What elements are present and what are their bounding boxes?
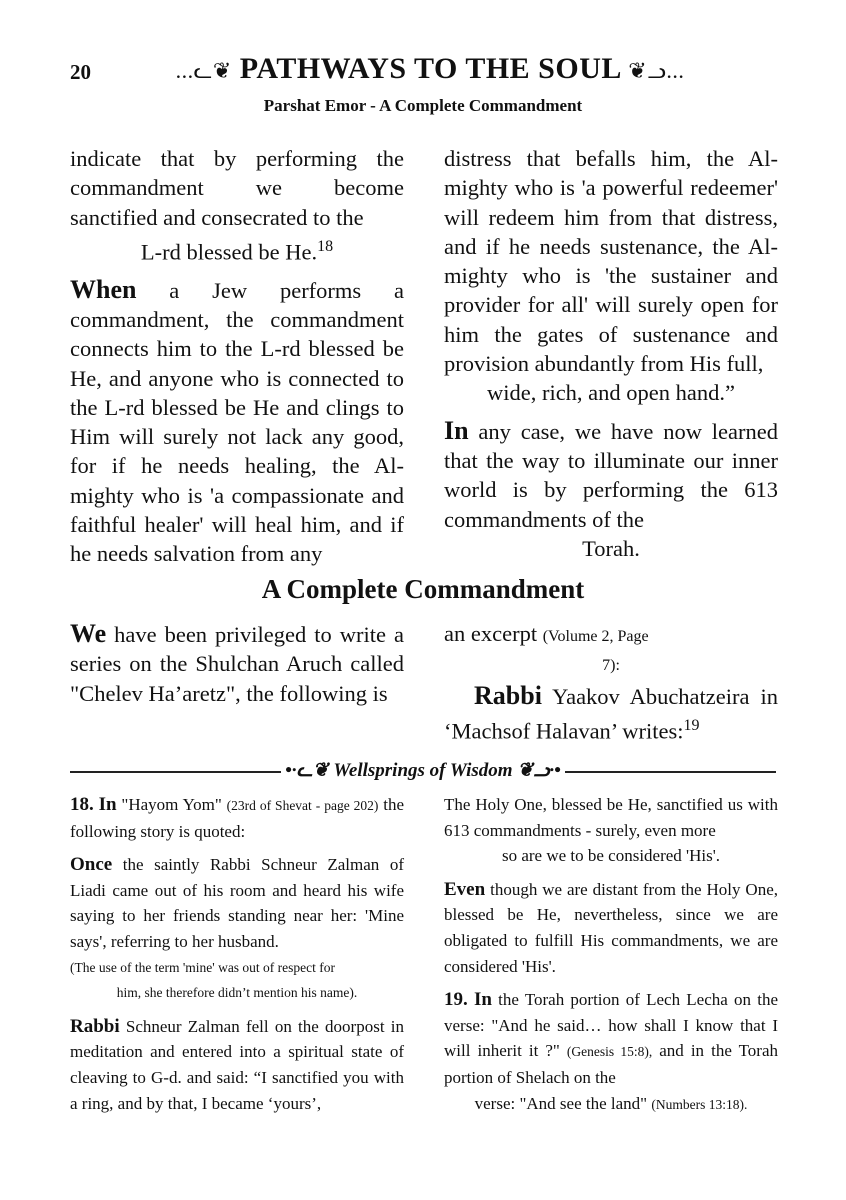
top-right-column (444, 144, 778, 563)
lead-word: Rabbi (474, 680, 542, 710)
top-left-column (70, 144, 404, 569)
paragraph: distress that befalls him, the Al-mighty who is 'a powerful redeemer' will redeem him from that distress, and if he needs sustenance, the Al-mighty who is 'the sustainer and provider for all' will surely open for him the gates of sustenance and provision abundantly from His full, (444, 146, 778, 377)
chapter-subtitle: Parshat Emor - A Complete Commandment (263, 96, 583, 115)
footnotes-right-column (444, 792, 778, 1117)
divider-title: Wellsprings of Wisdom (333, 760, 513, 781)
ornament-right-icon: ❦ᓗ∙• (517, 760, 561, 781)
footnote-divider (70, 758, 776, 784)
section-right-column (444, 619, 778, 746)
section-left-column (70, 619, 404, 708)
footnote-ref-18: 18 (317, 237, 334, 255)
paragraph: indicate that by performing the commandment we become sanctified and consecrated to the (70, 146, 404, 230)
lead-word: When (70, 274, 137, 304)
paragraph-end: L-rd blessed be He.$^{18}$ (140, 237, 334, 265)
book-title: PATHWAYS TO THE SOUL (239, 52, 621, 85)
page-number: 20 (70, 60, 91, 84)
section-title: A Complete Commandment (261, 574, 585, 604)
footnote-ref-19: 19 (683, 716, 700, 734)
paragraph: We have been privileged to write a series on the Shulchan Aruch called "Chelev Ha’aretz", the following is (70, 619, 404, 706)
lead-word: We (70, 619, 107, 648)
lead-word: In (444, 415, 469, 445)
paragraph: When a Jew performs a commandment, the commandment connects him to the L-rd blessed be He, and anyone who is connected to the L-rd blessed be He and clings to Him will surely not lack any good, for if he needs healing, the Al-mighty who is 'a compassionate and faithful healer' will heal him, and if he needs salvation from any (70, 274, 404, 567)
paragraph: In any case, we have now learned that the way to illuminate our inner world is by performing the 613 commandments of the (444, 415, 778, 532)
ornament-left-icon: •∙ᓚ❦ (285, 760, 329, 781)
footnote-paragraph: The Holy One, blessed be He, sanctified us with 613 commandments - surely, even more (444, 795, 778, 840)
footnote-19: 19. In the Torah portion of Lech Lecha on the verse: "And he said… how shall I know that I will inherit it ?" (Genesis 15:8), and in the Torah portion of Shelach on the (444, 989, 779, 1087)
paragraph-end: wide, rich, and open hand.” (486, 380, 736, 406)
footnote-note: (The use of the term 'mine' was out of respect for (70, 959, 336, 975)
footnote-paragraph: Even though we are distant from the Holy One, blessed be He, nevertheless, since we are obligated to fulfill His commandments, we are considered 'His'. (444, 878, 778, 976)
footnote-paragraph: Rabbi Schneur Zalman fell on the doorpost in meditation and entered into a spiritual state of cleaving to G-d. and said: “I sanctified you with a ring, and by that, I became ‘yours’, (70, 1015, 404, 1113)
paragraph-end: so are we to be considered 'His'. (501, 846, 721, 866)
paragraph-end: verse: "And see the land" (Numbers 13:18). (474, 1093, 748, 1113)
footnote-18: 18. In "Hayom Yom" (23rd of Shevat - page 202) the following story is quoted: (70, 794, 405, 841)
running-head (130, 52, 730, 86)
footnotes-left-column (70, 792, 404, 1116)
paragraph: Rabbi Yaakov Abuchatzeira in ‘Machsof Halavan’ writes:$^{19}$ (444, 680, 778, 744)
footnote-note-end: him, she therefore didn’t mention his name). (116, 985, 358, 1001)
paragraph-end: Torah. (582, 535, 640, 561)
footnote-paragraph: Once the saintly Rabbi Schneur Zalman of Liadi came out of his room and heard his wife saying to her friends standing near her: 'Mine says', referring to her husband. (70, 854, 404, 951)
paragraph: an excerpt (Volume 2, Page (444, 621, 649, 646)
paragraph-end: 7): (602, 657, 620, 675)
ornament-left-icon: ...ᓚ❦ (175, 58, 232, 84)
ornament-right-icon: ❦ᓗ... (628, 58, 685, 84)
